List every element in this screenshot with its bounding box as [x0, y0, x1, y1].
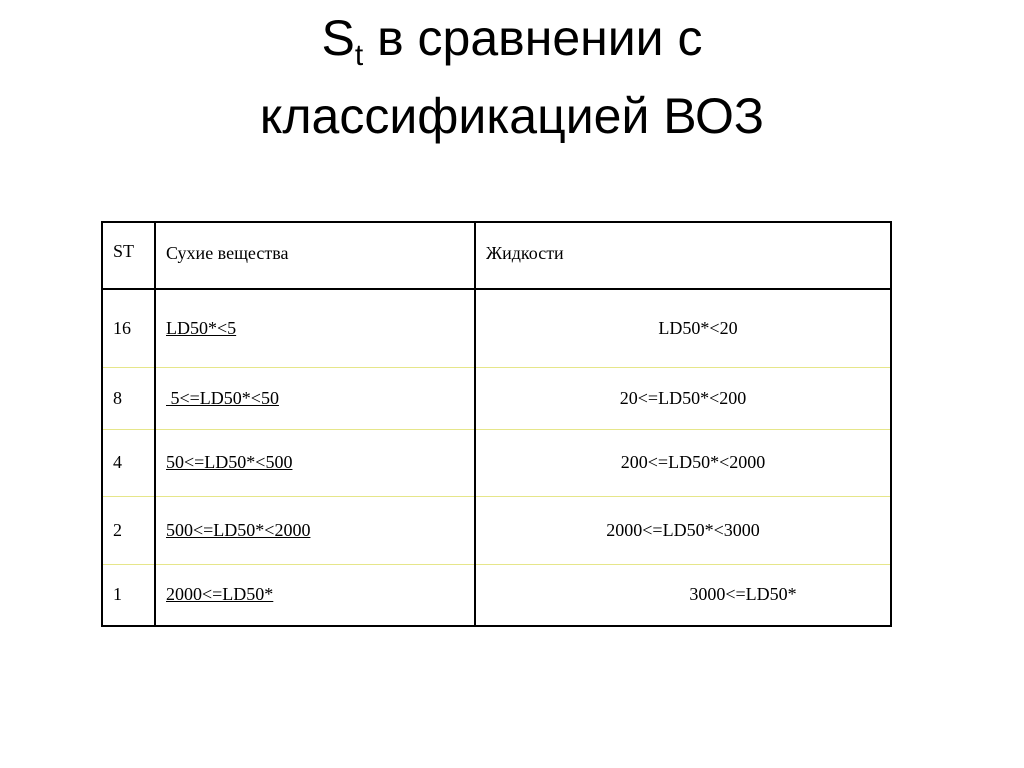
title-s: S: [321, 10, 355, 66]
dry-cell: LD50*<5: [155, 289, 475, 367]
dry-cell: 5<=LD50*<50: [155, 367, 475, 429]
liquid-cell: 20<=LD50*<200: [475, 367, 891, 429]
dry-cell: 50<=LD50*<500: [155, 429, 475, 496]
table-row: [102, 429, 891, 496]
classification-table: [101, 221, 892, 627]
header-st: ST: [102, 222, 155, 289]
dry-cell: 500<=LD50*<2000: [155, 496, 475, 564]
title-line-1: [0, 8, 1024, 86]
st-cell: 8: [102, 367, 155, 429]
st-cell: 2: [102, 496, 155, 564]
st-cell: 4: [102, 429, 155, 496]
dry-cell: 2000<=LD50*: [155, 564, 475, 626]
header-dry-substances: Сухие вещества: [155, 222, 475, 289]
title-line-2: классификацией ВОЗ: [259, 88, 765, 144]
liquid-cell: 2000<=LD50*<3000: [475, 496, 891, 564]
liquid-cell: LD50*<20: [475, 289, 891, 367]
liquid-cell: 3000<=LD50*: [475, 564, 891, 626]
table-row: [102, 564, 891, 626]
slide-title: [0, 8, 1024, 146]
table-row: [102, 367, 891, 429]
liquid-cell: 200<=LD50*<2000: [475, 429, 891, 496]
title-subscript: t: [354, 39, 364, 72]
table-row: [102, 289, 891, 367]
title-line1-rest: в сравнении с: [363, 10, 703, 66]
header-liquids: Жидкости: [475, 222, 891, 289]
table-row: [102, 496, 891, 564]
st-cell: 16: [102, 289, 155, 367]
st-cell: 1: [102, 564, 155, 626]
table-header-row: [102, 222, 891, 289]
